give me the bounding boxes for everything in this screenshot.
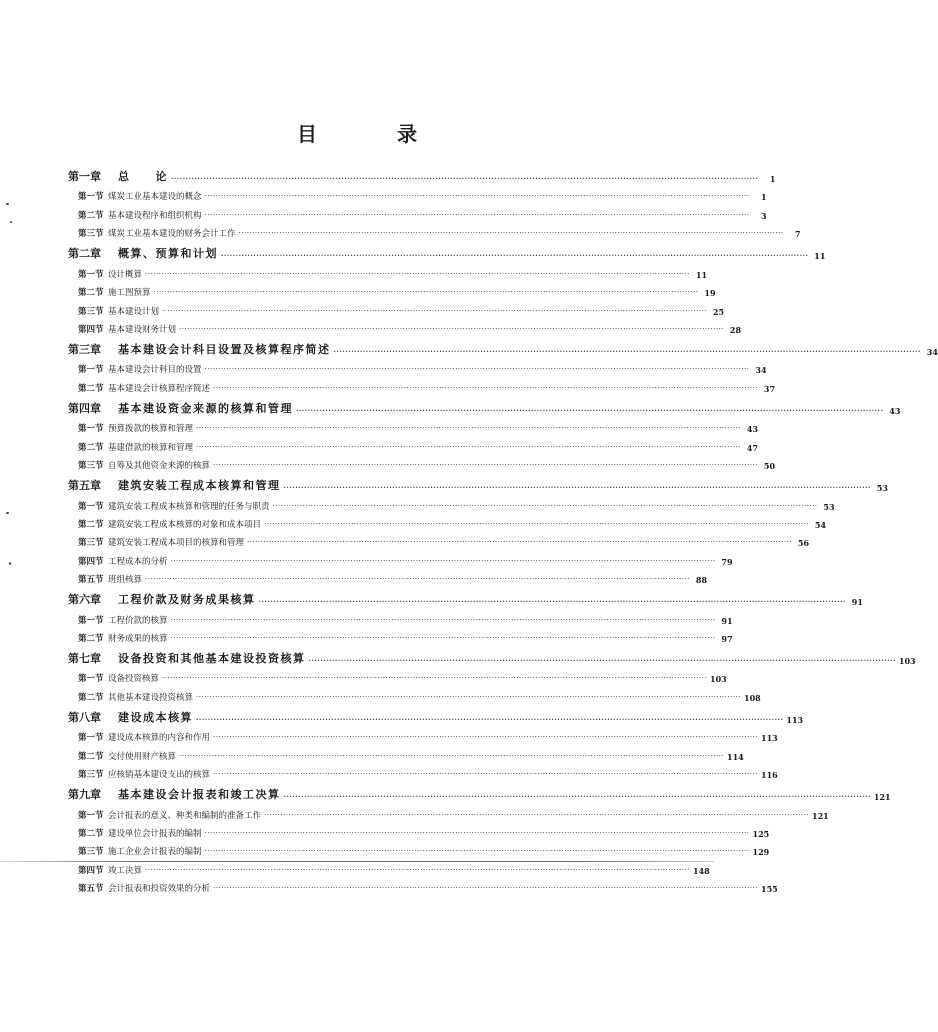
- dot-leader: ········································································································································································································: [145, 865, 691, 874]
- scan-speck: [10, 221, 12, 223]
- section-title: 会计报表和投资效果的分析: [108, 884, 211, 895]
- toc-section-row: [68, 434, 759, 453]
- chapter-title: 基本建设资金来源的核算和管理: [118, 401, 293, 415]
- section-number: 第一节: [78, 733, 104, 744]
- chapter-title: 基本建设会计科目设置及核算程序简述: [118, 343, 331, 357]
- dot-leader: ········································································································································································································: [333, 347, 921, 357]
- dot-leader: ········································································································································································································: [162, 306, 708, 315]
- dot-leader: ········································································································································································································: [308, 656, 896, 666]
- page-number: 129: [752, 847, 770, 858]
- toc-section-row: [68, 202, 767, 221]
- section-title: 工程价款的核算: [108, 615, 168, 626]
- section-number: 第三节: [78, 538, 104, 549]
- toc-section-row: [68, 261, 708, 280]
- section-title: 建设单位会计报表的编制: [108, 829, 202, 839]
- page-number: 155: [761, 884, 778, 895]
- dot-leader: ········································································································································································································: [213, 383, 759, 392]
- page-number: 28: [729, 324, 742, 335]
- scan-speck: [9, 562, 11, 565]
- section-number: 第二节: [78, 633, 104, 644]
- section-number: 第四节: [78, 324, 104, 335]
- toc-section-row: [68, 666, 727, 685]
- page-number: 54: [814, 519, 827, 530]
- dot-leader: ········································································································································································································: [204, 210, 750, 219]
- chapter-title: 工程价款及财务成果核算: [118, 593, 256, 607]
- chapter-number: 第八章: [68, 710, 101, 724]
- page-number: 97: [721, 633, 733, 644]
- section-title: 基建借款的核算和管理: [108, 442, 194, 453]
- chapter-number: 第六章: [68, 593, 101, 607]
- toc-section-row: [68, 762, 778, 781]
- dot-leader: ········································································································································································································: [204, 192, 750, 201]
- section-number: 第二节: [78, 751, 104, 762]
- section-number: 第二节: [78, 692, 104, 703]
- page-number: 121: [873, 792, 891, 803]
- section-number: 第三节: [78, 461, 104, 472]
- dot-leader: ········································································································································································································: [196, 424, 742, 433]
- page-number: 34: [926, 347, 938, 358]
- toc-section-row: [68, 684, 761, 703]
- page-number: 148: [693, 865, 710, 876]
- table-of-contents: [68, 162, 938, 895]
- toc-section-row: [68, 548, 733, 567]
- page-number: 91: [851, 597, 863, 608]
- section-title: 工程成本的分析: [108, 556, 168, 567]
- dot-leader: ········································································································································································································: [213, 884, 759, 893]
- page-number: 1: [769, 174, 776, 185]
- toc-section-row: [68, 876, 778, 895]
- toc-chapter-row: [68, 162, 776, 185]
- chapter-number: 第九章: [68, 788, 101, 802]
- dot-leader: ········································································································································································································: [170, 615, 716, 624]
- chapter-number: 第五章: [68, 479, 101, 493]
- dot-leader: ········································································································································································································: [264, 810, 810, 819]
- chapter-number: 第二章: [68, 247, 101, 261]
- section-title: 施工图预算: [108, 288, 151, 299]
- chapter-title: 总 论: [118, 170, 168, 184]
- section-number: 第二节: [78, 210, 104, 221]
- section-title: 应核销基本建设支出的核算: [108, 770, 211, 781]
- page-number: 37: [763, 383, 776, 394]
- toc-chapter-row: [68, 644, 916, 667]
- section-title: 建筑安装工程成本核算和管理的任务与职责: [108, 501, 270, 512]
- toc-section-row: [68, 317, 742, 335]
- dot-leader: ········································································································································································································: [238, 229, 784, 238]
- page-number: 103: [710, 674, 727, 685]
- page-number: 53: [876, 483, 888, 494]
- section-title: 自筹及其他资金来源的核算: [108, 461, 211, 472]
- section-title: 其他基本建设投资核算: [108, 692, 194, 703]
- toc-section-row: [68, 221, 801, 240]
- chapter-number: 第七章: [68, 652, 101, 666]
- chapter-number: 第三章: [68, 343, 101, 357]
- page-number: 113: [786, 714, 804, 725]
- page-number: 25: [712, 306, 725, 317]
- toc-section-row: [68, 821, 770, 839]
- section-title: 煤炭工业基本建设的财务会计工作: [108, 229, 236, 240]
- scan-speck: [6, 512, 9, 514]
- toc-section-row: [68, 184, 767, 203]
- page-number: 1: [760, 192, 767, 203]
- toc-section-row: [68, 453, 776, 472]
- page-number: 125: [752, 829, 770, 839]
- toc-section-row: [68, 626, 733, 644]
- dot-leader: ········································································································································································································: [283, 483, 871, 493]
- toc-chapter-row: [68, 335, 938, 358]
- section-number: 第三节: [78, 847, 104, 858]
- page-number: 114: [727, 751, 744, 762]
- toc-chapter-row: [68, 394, 901, 416]
- dot-leader: ········································································································································································································: [145, 269, 691, 278]
- toc-chapter-row: [68, 780, 891, 803]
- toc-section-row: [68, 298, 725, 317]
- toc-section-row: [68, 416, 759, 435]
- section-title: 建筑安装工程成本核算的对象和成本项目: [108, 519, 262, 530]
- chapter-title: 概算、预算和计划: [118, 247, 218, 261]
- toc-section-row: [68, 357, 767, 376]
- dot-leader: ········································································································································································································: [196, 714, 784, 724]
- section-title: 施工企业会计报表的编制: [108, 847, 202, 858]
- dot-leader: ········································································································································································································: [196, 442, 742, 451]
- page-number: 19: [704, 288, 716, 299]
- page-number: 50: [763, 461, 776, 472]
- page-number: 7: [794, 229, 801, 240]
- page-number: 103: [898, 656, 916, 667]
- toc-section-row: [68, 375, 776, 394]
- chapter-number: 第一章: [68, 170, 101, 184]
- section-title: 班组核算: [108, 575, 143, 586]
- chapter-title: 建设成本核算: [118, 710, 193, 724]
- page-number: 34: [755, 365, 767, 376]
- dot-leader: ········································································································································································································: [283, 792, 871, 802]
- dot-leader: ········································································································································································································: [204, 365, 750, 374]
- section-title: 基本建设财务计划: [108, 324, 177, 335]
- section-title: 建筑安装工程成本项目的核算和管理: [108, 538, 245, 549]
- page-number: 11: [695, 269, 708, 280]
- section-title: 财务成果的核算: [108, 633, 168, 644]
- dot-leader: ········································································································································································································: [179, 324, 725, 333]
- dot-leader: ········································································································································································································: [196, 692, 742, 701]
- section-title: 竣工决算: [108, 865, 143, 876]
- dot-leader: ········································································································································································································: [204, 829, 750, 837]
- dot-leader: ········································································································································································································: [272, 501, 818, 510]
- dot-leader: ········································································································································································································: [171, 174, 759, 184]
- toc-section-row: [68, 512, 827, 530]
- section-number: 第四节: [78, 865, 104, 876]
- section-number: 第三节: [78, 770, 104, 781]
- page-number: 121: [812, 810, 829, 821]
- toc-chapter-row: [68, 585, 863, 608]
- dot-leader: ········································································································································································································: [247, 538, 793, 547]
- section-title: 设计概算: [108, 269, 143, 280]
- section-number: 第五节: [78, 575, 104, 586]
- page-number: 88: [695, 575, 708, 586]
- section-title: 交付使用财产核算: [108, 751, 177, 762]
- dot-leader: ········································································································································································································: [264, 519, 810, 528]
- page-number: 3: [760, 210, 767, 221]
- dot-leader: ········································································································································································································: [145, 575, 691, 584]
- section-number: 第二节: [78, 383, 104, 394]
- page-number: 47: [746, 442, 759, 453]
- section-title: 建设成本核算的内容和作用: [108, 733, 211, 744]
- page-number: 108: [744, 692, 761, 703]
- section-title: 设备投资核算: [108, 674, 160, 685]
- toc-chapter-row: [68, 239, 826, 262]
- section-number: 第四节: [78, 556, 104, 567]
- section-number: 第二节: [78, 288, 104, 299]
- scan-speck: [6, 203, 9, 205]
- chapter-number: 第四章: [68, 401, 101, 415]
- chapter-title: 建筑安装工程成本核算和管理: [118, 479, 281, 493]
- dot-leader: ········································································································································································································: [258, 597, 846, 607]
- section-number: 第二节: [78, 442, 104, 453]
- page-number: 11: [814, 251, 826, 262]
- page-number: 91: [721, 615, 733, 626]
- toc-chapter-row: [68, 471, 888, 494]
- section-number: 第一节: [78, 424, 104, 435]
- section-number: 第三节: [78, 229, 104, 240]
- scan-edge-line: [0, 861, 714, 862]
- page-number: 79: [721, 556, 733, 567]
- dot-leader: ········································································································································································································: [162, 674, 708, 683]
- toc-section-row: [68, 725, 778, 744]
- section-number: 第三节: [78, 306, 104, 317]
- section-title: 基本建设会计科目的设置: [108, 365, 202, 376]
- toc-section-row: [68, 493, 835, 512]
- dot-leader: ········································································································································································································: [204, 847, 750, 856]
- dot-leader: ········································································································································································································: [213, 770, 759, 779]
- section-title: 会计报表的意义、种类和编制的准备工作: [108, 810, 262, 821]
- section-title: 基本建设程序和组织机构: [108, 210, 202, 221]
- toc-section-row: [68, 567, 708, 586]
- chapter-title: 基本建设会计报表和竣工决算: [118, 788, 281, 802]
- page-title: 目 录: [297, 122, 447, 146]
- toc-chapter-row: [68, 703, 804, 725]
- section-title: 基本建设会计核算程序简述: [108, 383, 211, 394]
- page-number: 53: [823, 501, 835, 512]
- toc-section-row: [68, 743, 744, 762]
- page-number: 43: [746, 424, 759, 435]
- dot-leader: ········································································································································································································: [213, 733, 759, 742]
- toc-section-row: [68, 607, 733, 626]
- toc-section-row: [68, 802, 829, 821]
- section-number: 第一节: [78, 615, 104, 626]
- section-number: 第一节: [78, 269, 104, 280]
- dot-leader: ········································································································································································································: [221, 251, 809, 261]
- page-number: 43: [889, 405, 901, 416]
- dot-leader: ········································································································································································································: [296, 405, 884, 415]
- page-number: 116: [761, 770, 778, 781]
- dot-leader: ········································································································································································································: [179, 751, 725, 760]
- section-number: 第一节: [78, 501, 104, 512]
- chapter-title: 设备投资和其他基本建设投资核算: [118, 652, 306, 666]
- section-number: 第二节: [78, 829, 104, 839]
- toc-section-row: [68, 839, 770, 858]
- dot-leader: ········································································································································································································: [170, 633, 716, 642]
- toc-section-row: [68, 280, 716, 299]
- toc-section-row: [68, 530, 810, 549]
- page-number: 113: [761, 733, 778, 744]
- section-number: 第五节: [78, 884, 104, 895]
- dot-leader: ········································································································································································································: [153, 288, 699, 297]
- dot-leader: ········································································································································································································: [170, 556, 716, 565]
- section-title: 煤炭工业基本建设的概念: [108, 192, 202, 203]
- section-title: 基本建设计划: [108, 306, 160, 317]
- section-number: 第一节: [78, 365, 104, 376]
- section-number: 第一节: [78, 674, 104, 685]
- section-number: 第一节: [78, 810, 104, 821]
- section-number: 第一节: [78, 192, 104, 203]
- dot-leader: ········································································································································································································: [213, 461, 759, 470]
- section-number: 第二节: [78, 519, 104, 530]
- page-number: 56: [797, 538, 810, 549]
- section-title: 预算拨款的核算和管理: [108, 424, 194, 435]
